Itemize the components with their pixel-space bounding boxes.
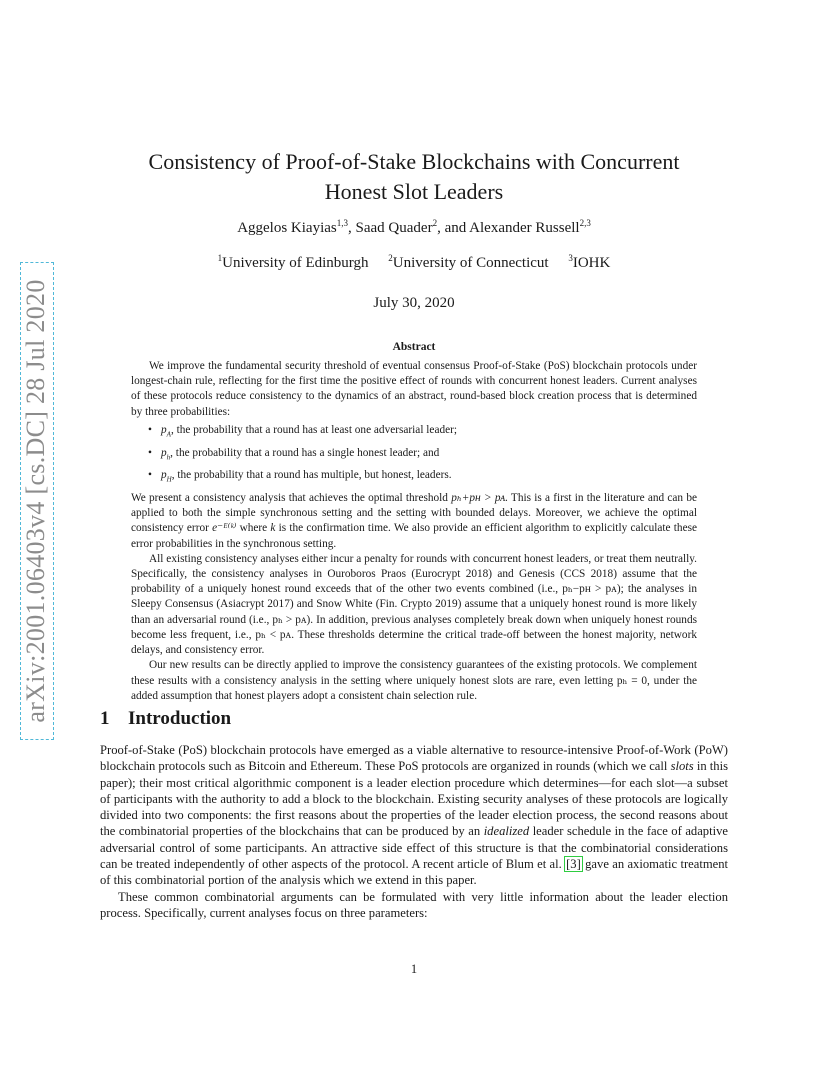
affiliation-name: University of Connecticut <box>392 255 549 271</box>
list-item <box>131 446 697 466</box>
math-inline: k <box>270 522 276 535</box>
page-number: 1 <box>410 962 418 976</box>
text-run: leader schedule in the face of adaptive adversarial control of some participants. An attractive side effect of this structure is that the combinatorial considerations can be treated independently of other aspects of the protocol. A recent article of Blum et al. <box>100 824 728 872</box>
title-line-2: Honest Slot Leaders <box>324 179 504 204</box>
abstract-paragraph: We improve the fundamental security threshold of eventual consensus Proof-of-Stake (PoS) blockchain protocols under longest-chain rule, reflecting for the first time the positive effect of rounds with concurrent honest leaders. Current analyses of these protocols reduce consistency to the dynamics of an abstract, round-based block creation process that is determined by three probabilities: <box>131 360 697 418</box>
math-symbol: p <box>161 423 167 436</box>
list-item <box>131 468 697 488</box>
section-number: 1 <box>100 708 110 729</box>
title-line-1: Consistency of Proof-of-Stake Blockchains with Concurrent <box>148 149 680 174</box>
affiliation-marker: 2 <box>388 253 393 263</box>
math-symbol: p <box>161 469 167 482</box>
arxiv-identifier: arXiv:2001.06403v4 [cs.DC] 28 Jul 2020 <box>21 279 50 723</box>
text-run: in this paper); their most critical algorithmic component is a leader election procedure which determines—for each slot—a subset of participants with the authority to add a block to the blockchain. Existing security analyses of these protocols are logically divided into two components: the first reasons about the properties of the leader election process, the second reasons about the combinatorial properties of the blockchains that can be produced by an <box>100 759 728 839</box>
abstract-paragraph <box>131 491 697 552</box>
math-inline: pₕ+pʜ > pᴀ <box>451 492 506 505</box>
body-paragraph: These common combinatorial arguments can be formulated with very little information about the leader election process. Specifically, current analyses focus on three parameters: <box>100 889 728 920</box>
abstract-body <box>131 359 697 704</box>
author-list <box>100 220 728 237</box>
list-item-text: , the probability that a round has a single honest leader; and <box>170 446 440 459</box>
section-title: Introduction <box>128 708 232 729</box>
author-name: Aggelos Kiayias <box>237 220 337 236</box>
text-run: where <box>236 522 271 535</box>
probability-list <box>131 423 697 488</box>
author-separator: , <box>348 220 356 236</box>
abstract-paragraph: Our new results can be directly applied to improve the consistency guarantees of the existing protocols. We complement these results with a consistency analysis in the setting where uniquely honest slots are rare, even letting pₕ = 0, under the added assumption that honest players adopt a consistent chain selection rule. <box>131 659 697 702</box>
affiliation-list <box>100 255 728 272</box>
affiliation-marker: 1 <box>217 253 223 263</box>
list-item-text: , the probability that a round has at least one adversarial leader; <box>170 423 458 436</box>
emphasis: slots <box>670 759 694 774</box>
affiliation-name: IOHK <box>572 255 611 271</box>
affiliation-marker: 3 <box>568 253 573 263</box>
abstract-paragraph: All existing consistency analyses either incur a penalty for rounds with concurrent honest leaders, or treat them neutrally. Specifically, the consistency analyses in Ouroboros Praos (Eurocrypt 2018) and Genesis (CCS 2018) assume that the probability of a uniquely honest round exceeds that of the other two events combined (i.e., pₕ−pʜ > pᴀ); the analyses in Sleepy Consensus (Asiacrypt 2017) and Snow White (Fin. Crypto 2019) assume that a uniquely honest round is more likely than an adversarial round (i.e., pₕ > pᴀ). In addition, previous analyses completely break down when uniquely honest rounds become less frequent, i.e., pₕ < pᴀ. These thresholds determine the critical trade-off between the honest majority, network delays, and consistency error. <box>131 552 697 657</box>
emphasis: idealized <box>483 824 530 839</box>
citation-link[interactable]: [3] <box>566 857 581 872</box>
body-paragraph <box>100 742 728 889</box>
author-affiliation-marker: 2,3 <box>579 218 591 228</box>
abstract-heading: Abstract <box>392 341 436 353</box>
math-subscript: h <box>166 452 171 461</box>
text-run: We present a consistency analysis that achieves the optimal threshold <box>131 492 452 505</box>
text-run: Proof-of-Stake (PoS) blockchain protocols have emerged as a viable alternative to resource-intensive Proof-of-Work (PoW) blockchain protocols such as Bitcoin and Ethereum. These PoS protocols are organized in rounds (which we call <box>100 743 728 774</box>
math-inline: e⁻ᴱ⁽ᵏ⁾ <box>212 522 237 535</box>
introduction-body <box>100 742 728 921</box>
math-symbol: p <box>161 446 167 459</box>
text-run: is the confirmation time. We also provide an efficient algorithm to explicitly calculate these error probabilities in the synchronous setting. <box>131 522 697 550</box>
math-subscript: H <box>166 475 172 484</box>
text-run: gave an axiomatic treatment of this combinatorial portion of the analysis which we extend in this paper. <box>100 857 728 888</box>
author-name: Saad Quader <box>355 220 433 236</box>
affiliation <box>218 255 369 271</box>
list-item-text: , the probability that a round has multiple, but honest, leaders. <box>171 469 452 482</box>
author-affiliation-marker: 1,3 <box>336 218 349 228</box>
affiliation <box>388 255 548 271</box>
author-affiliation-marker: 2 <box>432 218 438 228</box>
author-separator: , and <box>437 220 470 236</box>
publication-date: July 30, 2020 <box>373 295 455 311</box>
list-item <box>131 423 697 443</box>
affiliation-name: University of Edinburgh <box>222 255 369 271</box>
author-name: Alexander Russell <box>469 220 580 236</box>
paper-title <box>100 147 728 207</box>
text-run: . This is a first in the literature and can be applied to both the simple synchronous setting and the setting with bounded delays. Moreover, we achieve the optimal consistency error <box>131 492 697 535</box>
affiliation <box>568 255 610 271</box>
section-heading <box>100 708 231 730</box>
math-subscript: A <box>166 430 171 439</box>
